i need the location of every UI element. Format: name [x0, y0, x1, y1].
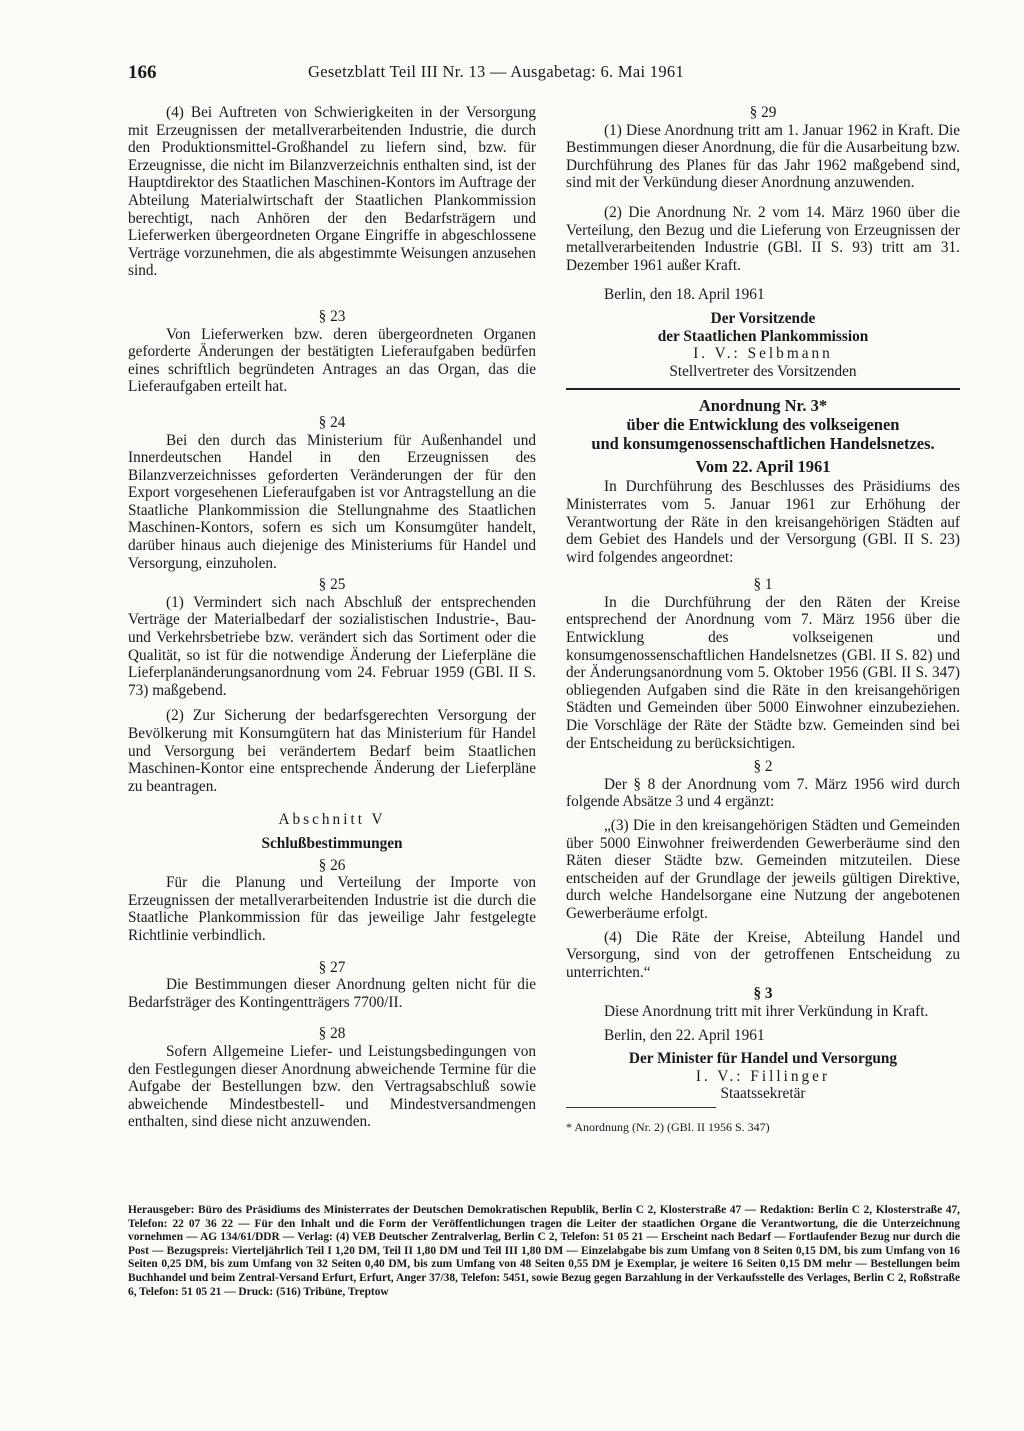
ordinance-date: Vom 22. April 1961 [695, 457, 831, 477]
chapter-title: Schlußbestimmungen [261, 834, 403, 852]
signing-date-2: Berlin, den 22. April 1961 [604, 1026, 765, 1044]
section-29-heading: § 29 [749, 104, 777, 121]
signatory-1-title: Der Vorsitzende [710, 309, 816, 327]
section-29-1-text: (1) Diese Anordnung tritt am 1. Januar 1962 in Kraft. Die Bestimmungen dieser Anordnung, die für die Ausarbeitung bzw. Durchführung des Planes für das Jahr 1962 maßgebend sind, sind mit der Verkündung dieser Anordnung anzuwenden. [566, 121, 960, 192]
section-3-heading: § 3 [753, 985, 773, 1003]
section-3-text: Diese Anordnung tritt mit ihrer Verkündung in Kraft. [604, 1002, 929, 1020]
section-25-2-text: (2) Zur Sicherung der bedarfsgerechten Versorgung der Bevölkerung mit Konsumgütern hat das Ministerium für Handel und Versorgung bei verändertem Bedarf beim Staatlichen Maschinen-Kontor eine entsprechende Änderung der Lieferpläne zu beantragen. [128, 707, 536, 795]
section-24-heading: § 24 [318, 413, 346, 431]
section-26-heading: § 26 [318, 856, 346, 874]
section-25-heading: § 25 [318, 576, 346, 594]
section-2-text: Der § 8 der Anordnung vom 7. März 1956 wird durch folgende Absätze 3 und 4 ergänzt: [566, 775, 960, 811]
preamble: In Durchführung des Beschlusses des Präsidiums des Ministerrates vom 5. Januar 1961 zur Erhöhung der Verantwortung der Räte in den kreisangehörigen Städten auf dem Gebiet des Handels und der Versorgung (GBl. II S. 23) wird folgendes angeordnet: [566, 478, 960, 566]
section-1-heading: § 1 [753, 576, 773, 594]
right-column [566, 104, 960, 1146]
paragraph-22-4: (4) Bei Auftreten von Schwierigkeiten in der Versorgung mit Erzeugnissen der metallverarbeitenden Industrie, die durch den Produktionsmittel-Großhandel zu liefern sind, bzw. für Erzeugnisse, die nicht im Bilanzverzeichnis enthalten sind, ist der Hauptdirektor des Staatlichen Maschinen-Kontors im Auftrage der Abteilung Materialwirtschaft der Staatlichen Plankommission berechtigt, nach Anhören der den Bedarfsträgern und Lieferwerken übergeordneten Organe Eingriffe in abgeschlossene Verträge vorzunehmen, die als abgestimmte Weisungen anzusehen sind. [128, 104, 536, 280]
ordinance-title-2: über die Entwicklung des volkseigenen [626, 415, 900, 435]
quoted-paragraph-4: (4) Die Räte der Kreise, Abteilung Handel und Versorgung, sind von der getroffenen Entscheidung zu unterrichten.“ [566, 928, 960, 981]
ordinance-title-3: und konsumgenossenschaftlichen Handelsnetzes. [591, 434, 935, 454]
imprint: Herausgeber: Büro des Präsidiums des Ministerrates der Deutschen Demokratischen Republik, Berlin C 2, Klosterstraße 47 — Redaktion: Berlin C 2, Klosterstraße 47, Telefon: 22 07 36 22 — Für den Inhalt und die Form der Veröffentlichungen tragen die Leiter der staatlichen Organe die Verantwortung, die die Unterzeichnung vornehmen — AG 134/61/DDR — Verlag: (4) VEB Deutscher Zentralverlag, Berlin C 2, Telefon: 51 05 21 — Erscheint nach Bedarf — Fortlaufender Bezug nur durch die Post — Bezugspreis: Vierteljährlich Teil I 1,20 DM, Teil II 1,80 DM und Teil III 1,80 DM — Einzelabgabe bis zum Umfang von 8 Seiten 0,15 DM, bis zum Umfang von 16 Seiten 0,25 DM, bis zum Umfang von 32 Seiten 0,40 DM, bis zum Umfang von 48 Seiten 0,55 DM je Exemplar, je weitere 16 Seiten 0,15 DM mehr — Bestellungen beim Buchhandel und beim Zentral-Versand Erfurt, Erfurt, Anger 37/38, Telefon: 5451, sowie Bezug gegen Barzahlung in der Verkaufsstelle des Verlages, Berlin C 2, Roßstraße 6, Telefon: 51 05 21 — Druck: (516) Tribüne, Treptow [128, 1204, 960, 1298]
section-23-heading: § 23 [318, 307, 346, 325]
footnote-rule [566, 1107, 716, 1108]
signatory-2-name: I. V.: Fillinger [695, 1067, 831, 1085]
section-25-1-text: (1) Vermindert sich nach Abschluß der entsprechenden Verträge der Materialbedarf der sozialistischen Industrie-, Bau- und Verkehrsbetriebe bzw. verändert sich das Sortiment oder die Qualität, so ist für die notwendige Änderung der Lieferpläne die Lieferplanänderungsanordnung vom 24. Februar 1959 (GBl. II S. 73) maßgebend. [128, 593, 536, 699]
ordinance-title-1: Anordnung Nr. 3* [698, 396, 828, 416]
signing-date-1: Berlin, den 18. April 1961 [604, 286, 765, 304]
signatory-1-title-2: der Staatlichen Plankommission [657, 327, 869, 345]
signatory-2-title: Der Minister für Handel und Versorgung [628, 1050, 898, 1068]
left-column [128, 104, 536, 1131]
quoted-paragraph-3: „(3) Die in den kreisangehörigen Städten und Gemeinden über 5000 Einwohner freiwerdenden Gewerberäume sind den Räten dieser Städte bzw. Gemeinden mitzuteilen. Diese entscheiden auf der Grundlage der jeweils gültigen Direktive, durch welche Handelsorgane eine Nutzung der angebotenen Gewerberäume erfolgt. [566, 817, 960, 922]
signatory-1-role: Stellvertreter des Vorsitzenden [669, 362, 857, 380]
page-number: 166 [128, 62, 157, 83]
section-27-text: Die Bestimmungen dieser Anordnung gelten nicht für die Bedarfsträger des Kontingentträgers 7700/II. [128, 976, 536, 1011]
section-23-text: Von Lieferwerken bzw. deren übergeordneten Organen geforderte Änderungen der bestätigten Lieferaufgaben bedürfen eines schriftlich begründeten Antrages an das Organ, das die Lieferaufgaben erteilt hat. [128, 325, 536, 396]
gazette-title: Gesetzblatt Teil III Nr. 13 — Ausgabetag: 6. Mai 1961 [308, 62, 684, 81]
section-24-text: Bei den durch das Ministerium für Außenhandel und Innerdeutschen Handel in den Erzeugnissen des Bilanzverzeichnisses geforderten Veränderungen der für den Export vorgesehenen Lieferaufgaben ist vor Antragstellung an die Staatliche Plankommission die Stellungnahme des Staatlichen Maschinen-Kontors, sofern es sich um Konsumgüter handelt, darüber hinaus auch diejenige des Ministeriums für Handel und Versorgung, einzuholen. [128, 431, 536, 572]
section-2-heading: § 2 [753, 758, 773, 776]
section-26-text: Für die Planung und Verteilung der Importe von Erzeugnissen der metallverarbeitenden Industrie ist die durch die Staatliche Plankommission für das jeweilige Jahr festgelegte Richtlinie verbindlich. [128, 874, 536, 944]
divider [566, 388, 960, 390]
page-header [128, 62, 960, 86]
section-1-text: In die Durchführung der den Räten der Kreise entsprechend der Anordnung vom 7. März 1956 über die Entwicklung des volkseigenen und konsumgenossenschaftlichen Handelsnetzes (GBl. II S. 82) und der Änderungsanordnung vom 5. Oktober 1956 (GBl. II S. 347) obliegenden Aufgaben sind die Räte in den kreisangehörigen Städten und Gemeinden über 5000 Einwohner einzubeziehen. Die Vorschläge der Räte der Städte bzw. Gemeinden sind bei der Entscheidung zu berücksichtigen. [566, 593, 960, 752]
section-27-heading: § 27 [318, 958, 346, 976]
signatory-1-name: I. V.: Selbmann [693, 345, 833, 363]
section-29-2-text: (2) Die Anordnung Nr. 2 vom 14. März 1960 über die Verteilung, den Bezug und die Lieferung von Erzeugnissen der metallverarbeitenden Industrie (GBl. II S. 93) tritt am 31. Dezember 1961 außer Kraft. [566, 203, 960, 274]
section-28-heading: § 28 [318, 1025, 346, 1043]
section-28-text: Sofern Allgemeine Liefer- und Leistungsbedingungen von den Festlegungen dieser Anordnung abweichende Termine für die Aufgabe der Bestellungen bzw. den Vertragsabschluß sowie abweichende Mindestbestell- und Mindestversandmengen enthalten, sind diese nicht anzuwenden. [128, 1042, 536, 1131]
footnote: * Anordnung (Nr. 2) (GBl. II 1956 S. 347) [566, 1119, 770, 1134]
chapter-heading: Abschnitt V [278, 811, 386, 829]
signatory-2-role: Staatssekretär [720, 1085, 806, 1103]
